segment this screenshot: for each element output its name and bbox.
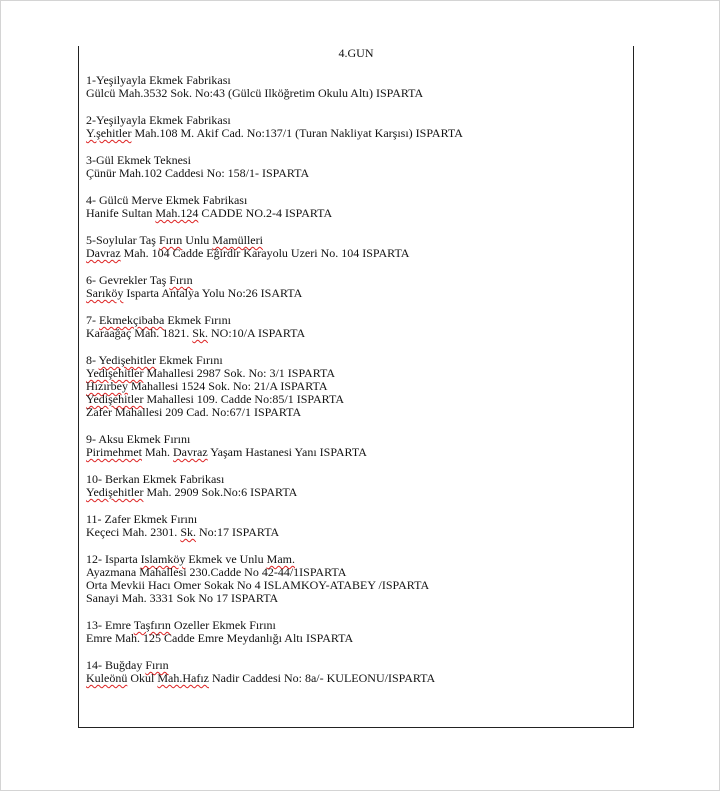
bakery-entry bbox=[86, 314, 626, 340]
bakery-name: 3-Gül Ekmek Teknesi bbox=[86, 153, 191, 167]
spellcheck-mark: Fırın bbox=[169, 273, 193, 287]
bakery-name: 8- Yedişehitler Ekmek Fırını bbox=[86, 353, 223, 367]
bakery-entry bbox=[86, 354, 626, 419]
bakery-name: 13- Emre Taşfırın Ozeller Ekmek Fırını bbox=[86, 618, 276, 632]
bakery-entry bbox=[86, 154, 626, 180]
spellcheck-mark: Davraz bbox=[86, 246, 121, 260]
bakery-name: 6- Gevrekler Taş Fırın bbox=[86, 273, 193, 287]
bakery-name: 2-Yeşilyayla Ekmek Fabrikası bbox=[86, 113, 231, 127]
bakery-address: Çünür Mah.102 Caddesi No: 158/1- ISPARTA bbox=[86, 166, 310, 180]
bakery-address: Yedişehitler Mahallesi 2987 Sok. No: 3/1 ISPARTA bbox=[86, 366, 336, 380]
spellcheck-mark: Y.şehitler bbox=[86, 126, 132, 140]
bakery-entry bbox=[86, 194, 626, 220]
spellcheck-mark: Mah.124 bbox=[155, 206, 199, 220]
page-title: 4.GUN bbox=[338, 46, 374, 60]
spellcheck-mark: Sk. bbox=[180, 525, 196, 539]
spellcheck-mark: Sarıköy bbox=[86, 286, 124, 300]
spellcheck-mark: Ekmekçibaba bbox=[99, 313, 165, 327]
bakery-name: 9- Aksu Ekmek Fırını bbox=[86, 432, 191, 446]
bakery-address: Keçeci Mah. 2301. Sk. No:17 ISPARTA bbox=[86, 525, 280, 539]
spellcheck-mark: Taşfırın bbox=[133, 618, 171, 632]
spellcheck-mark: Fırın bbox=[145, 658, 169, 672]
spellcheck-mark: Hızırbey bbox=[86, 379, 128, 393]
spellcheck-mark: Yedişehitler bbox=[98, 353, 157, 367]
entry-list bbox=[86, 74, 626, 699]
bakery-name: 7- Ekmekçibaba Ekmek Fırını bbox=[86, 313, 231, 327]
bakery-entry bbox=[86, 659, 626, 685]
bakery-entry bbox=[86, 274, 626, 300]
bakery-address: Yedişehitler Mahallesi 109. Cadde No:85/1 ISPARTA bbox=[86, 392, 344, 406]
spellcheck-mark: Davraz bbox=[173, 445, 208, 459]
bakery-name: 5-Soylular Taş Fırın Unlu Mamülleri bbox=[86, 233, 263, 247]
spellcheck-mark: Mah.Hafız bbox=[157, 671, 209, 685]
bakery-address: Y.şehitler Mah.108 M. Akif Cad. No:137/1 (Turan Nakliyat Karşısı) ISPARTA bbox=[86, 126, 463, 140]
spellcheck-mark: Mamülleri bbox=[212, 233, 263, 247]
spellcheck-mark: Mam. bbox=[266, 552, 295, 566]
spellcheck-mark: Yedişehitler bbox=[86, 366, 144, 380]
spellcheck-mark: Sk. bbox=[192, 326, 208, 340]
bakery-address: Ayazmana Mahallesi 230.Cadde No 42-44/1ISPARTA bbox=[86, 565, 347, 579]
bakery-name: 4- Gülcü Merve Ekmek Fabrikası bbox=[86, 193, 248, 207]
spellcheck-mark: Yedişehitler bbox=[86, 485, 144, 499]
bakery-entry bbox=[86, 619, 626, 645]
bakery-name: 11- Zafer Ekmek Fırını bbox=[86, 512, 198, 526]
bakery-address: Pirimehmet Mah. Davraz Yaşam Hastanesi Yanı ISPARTA bbox=[86, 445, 367, 459]
spellcheck-mark: Kuleönü bbox=[86, 671, 128, 685]
bakery-name: 10- Berkan Ekmek Fabrikası bbox=[86, 472, 225, 486]
spellcheck-mark: Pirimehmet bbox=[86, 445, 142, 459]
bakery-entry bbox=[86, 513, 626, 539]
bakery-address: Hanife Sultan Mah.124 CADDE NO.2-4 ISPARTA bbox=[86, 206, 333, 220]
spellcheck-mark: Fırın bbox=[158, 233, 183, 247]
bakery-entry bbox=[86, 433, 626, 459]
bakery-address: Davraz Mah. 104 Cadde Eğirdir Karayolu Uzeri No. 104 ISPARTA bbox=[86, 246, 410, 260]
bakery-address: Sanayi Mah. 3331 Sok No 17 ISPARTA bbox=[86, 591, 279, 605]
bakery-address: Gülcü Mah.3532 Sok. No:43 (Gülcü Ilköğretim Okulu Altı) ISPARTA bbox=[86, 86, 424, 100]
bakery-address: Zafer Mahallesi 209 Cad. No:67/1 ISPARTA bbox=[86, 405, 302, 419]
bakery-address: Kuleönü Okul Mah.Hafız Nadir Caddesi No: 8a/- KULEONU/ISPARTA bbox=[86, 671, 436, 685]
spellcheck-mark: Islamköy bbox=[140, 552, 186, 566]
bakery-name: 12- Isparta Islamköy Ekmek ve Unlu Mam. bbox=[86, 552, 295, 566]
bakery-name: 14- Buğday Fırın bbox=[86, 658, 169, 672]
bakery-address: Sarıköy Isparta Antalya Yolu No:26 ISARTA bbox=[86, 286, 303, 300]
bakery-entry bbox=[86, 74, 626, 100]
bakery-address: Hızırbey Mahallesi 1524 Sok. No: 21/A ISPARTA bbox=[86, 379, 328, 393]
bakery-address: Orta Mevkii Hacı Omer Sokak No 4 ISLAMKOY-ATABEY /ISPARTA bbox=[86, 578, 430, 592]
spellcheck-mark: Yedişehitler bbox=[86, 392, 144, 406]
bakery-entry bbox=[86, 473, 626, 499]
bakery-name: 1-Yeşilyayla Ekmek Fabrikası bbox=[86, 73, 231, 87]
bakery-address: Karaağaç Mah. 1821. Sk. NO:10/A ISPARTA bbox=[86, 326, 306, 340]
bakery-entry bbox=[86, 234, 626, 260]
bakery-entry bbox=[86, 553, 626, 605]
bakery-entry bbox=[86, 114, 626, 140]
bakery-address: Yedişehitler Mah. 2909 Sok.No:6 ISPARTA bbox=[86, 485, 298, 499]
bakery-address: Emre Mah. 125 Cadde Emre Meydanlığı Altı ISPARTA bbox=[86, 631, 354, 645]
